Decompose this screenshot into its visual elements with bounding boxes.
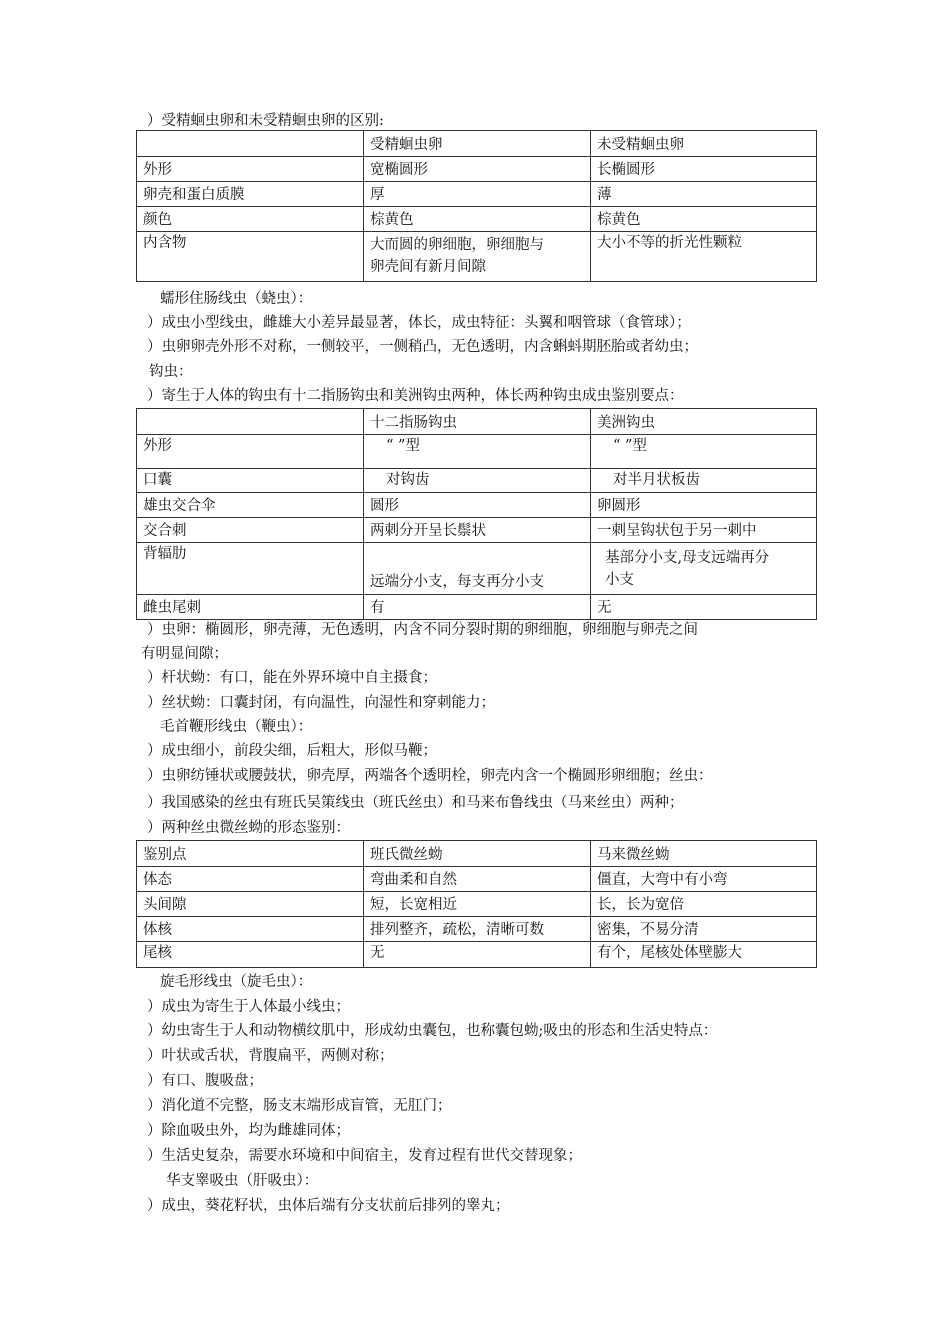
- hookworm-table: [136, 408, 817, 620]
- table-cell: 马来微丝蚴: [591, 841, 817, 867]
- table-cell: 外形: [137, 435, 364, 469]
- table-cell: 宽椭圆形: [364, 157, 591, 182]
- paragraph-line: ）幼虫寄生于人和动物横纹肌中，形成幼虫囊包，也称囊包蚴;吸虫的形态和生活史特点：: [147, 1023, 718, 1039]
- table-cell: 交合刺: [137, 518, 364, 543]
- table-cell: 体核: [137, 917, 364, 942]
- table-header-row: [137, 409, 817, 435]
- table-row: [137, 435, 817, 469]
- paragraph-line: ）虫卵纺锤状或腰鼓状，卵壳厚，两端各个透明栓，卵壳内含一个椭圆形卵细胞；丝虫：: [147, 768, 713, 784]
- paragraph-line: ）丝状蚴：口囊封闭，有向温性，向湿性和穿刺能力；: [147, 695, 495, 711]
- paragraph-line: ）我国感染的丝虫有班氏吴策线虫（班氏丝虫）和马来布鲁线虫（马来丝虫）两种；: [147, 795, 684, 811]
- table-cell: 薄: [591, 182, 817, 207]
- table-cell: 美洲钩虫: [591, 409, 817, 435]
- table-cell: 十二指肠钩虫: [364, 409, 591, 435]
- paragraph-line: ）消化道不完整，肠支末端形成盲管，无肛门；: [147, 1098, 452, 1114]
- paragraph-line: ）成虫为寄生于人体最小线虫；: [147, 999, 350, 1015]
- table-row: [137, 232, 817, 282]
- table-header-row: [137, 841, 817, 867]
- roundworm-egg-table: [136, 130, 817, 282]
- section-heading: 蠕形住肠线虫（蛲虫）：: [160, 291, 313, 307]
- table-cell: 对半月状板齿: [591, 469, 817, 493]
- paragraph-line: ）杆状蚴：有口，能在外界环境中自主摄食；: [147, 670, 437, 686]
- table-cell: 有: [364, 595, 591, 620]
- table-cell: 体态: [137, 867, 364, 892]
- paragraph-line: 有明显间隙；: [141, 646, 228, 662]
- section-heading: 旋毛形线虫（旋毛虫）：: [160, 974, 313, 990]
- table-cell: 一刺呈钩状包于另一刺中: [591, 518, 817, 543]
- table-cell: 长椭圆形: [591, 157, 817, 182]
- table-cell: 卵壳和蛋白质膜: [137, 182, 364, 207]
- table-cell: 长，长为宽倍: [591, 892, 817, 917]
- table-cell: 厚: [364, 182, 591, 207]
- table-row: [137, 867, 817, 892]
- table-header-row: [137, 131, 817, 157]
- paragraph-line: ）成虫细小，前段尖细，后粗大，形似马鞭；: [147, 743, 437, 759]
- paragraph-line: ）寄生于人体的钩虫有十二指肠钩虫和美洲钩虫两种，体长两种钩虫成虫鉴别要点：: [147, 388, 684, 404]
- table-cell: [137, 409, 364, 435]
- table-cell: 远端分小支，每支再分小支: [364, 543, 591, 595]
- table-cell: 雄虫交合伞: [137, 493, 364, 518]
- table-cell: 棕黄色: [591, 207, 817, 232]
- table-cell: 鉴别点: [137, 841, 364, 867]
- section-heading: 毛首鞭形线虫（鞭虫）：: [160, 719, 313, 735]
- table-cell: 背辐肋: [137, 543, 364, 595]
- table-cell: 圆形: [364, 493, 591, 518]
- table-row: [137, 942, 817, 968]
- table-cell: 大而圆的卵细胞，卵细胞与 卵壳间有新月间隙: [364, 232, 591, 282]
- table-cell: 僵直，大弯中有小弯: [591, 867, 817, 892]
- table-cell: 短，长宽相近: [364, 892, 591, 917]
- table-cell: 颜色: [137, 207, 364, 232]
- table-cell: 班氏微丝蚴: [364, 841, 591, 867]
- table-cell: 尾核: [137, 942, 364, 968]
- table-cell: “ ”型: [591, 435, 817, 469]
- table-row: [137, 518, 817, 543]
- paragraph-line: ）虫卵：椭圆形，卵壳薄，无色透明，内含不同分裂时期的卵细胞，卵细胞与卵壳之间: [147, 622, 698, 638]
- table-cell: 未受精蛔虫卵: [591, 131, 817, 157]
- table-cell: 基部分小支,母支远端再分 小支: [591, 543, 817, 595]
- paragraph-line: ）成虫小型线虫，雌雄大小差异最显著，体长，成虫特征：头翼和咽管球（食管球）；: [147, 315, 691, 331]
- table-row: [137, 207, 817, 232]
- table-cell: 有个，尾核处体壁膨大: [591, 942, 817, 968]
- table-cell: 无: [591, 595, 817, 620]
- table-cell: 卵圆形: [591, 493, 817, 518]
- table-cell: 口囊: [137, 469, 364, 493]
- table-row: [137, 917, 817, 942]
- table-cell: 雌虫尾刺: [137, 595, 364, 620]
- paragraph-line: ）生活史复杂，需要水环境和中间宿主，发育过程有世代交替现象；: [147, 1148, 582, 1164]
- table-cell: 无: [364, 942, 591, 968]
- table-row: [137, 469, 817, 493]
- section-heading: 钩虫：: [149, 364, 193, 380]
- table-cell: 两刺分开呈长鬃状: [364, 518, 591, 543]
- table-cell: 排列整齐，疏松，清晰可数: [364, 917, 591, 942]
- table-cell: 密集，不易分清: [591, 917, 817, 942]
- table-row: [137, 493, 817, 518]
- section-heading: 华支睾吸虫（肝吸虫）：: [166, 1173, 319, 1189]
- paragraph-line: ）叶状或舌状，背腹扁平，两侧对称；: [147, 1048, 394, 1064]
- table-cell: 内含物: [137, 232, 364, 282]
- paragraph-line: ）虫卵卵壳外形不对称，一侧较平，一侧稍凸，无色透明，内含蝌蚪期胚胎或者幼虫；: [147, 339, 698, 355]
- paragraph-line: ）受精蛔虫卵和未受精蛔虫卵的区别:: [147, 113, 384, 129]
- table-cell: 头间隙: [137, 892, 364, 917]
- paragraph-line: ）有口、腹吸盘；: [147, 1073, 263, 1089]
- paragraph-line: ）成虫，葵花籽状，虫体后端有分支状前后排列的睾丸；: [147, 1198, 510, 1214]
- table-cell: 外形: [137, 157, 364, 182]
- table-row: [137, 595, 817, 620]
- table-cell: 受精蛔虫卵: [364, 131, 591, 157]
- table-cell: 大小不等的折光性颗粒: [591, 232, 817, 282]
- table-cell: 对钩齿: [364, 469, 591, 493]
- paragraph-line: ）两种丝虫微丝蚴的形态鉴别：: [147, 820, 350, 836]
- table-cell: [137, 131, 364, 157]
- table-row: [137, 892, 817, 917]
- microfilaria-table: [136, 840, 817, 968]
- paragraph-line: ）除血吸虫外，均为雌雄同体；: [147, 1123, 350, 1139]
- table-cell: 弯曲柔和自然: [364, 867, 591, 892]
- table-cell: “ ”型: [364, 435, 591, 469]
- table-row: [137, 157, 817, 182]
- table-row: [137, 182, 817, 207]
- table-cell: 棕黄色: [364, 207, 591, 232]
- table-row: [137, 543, 817, 595]
